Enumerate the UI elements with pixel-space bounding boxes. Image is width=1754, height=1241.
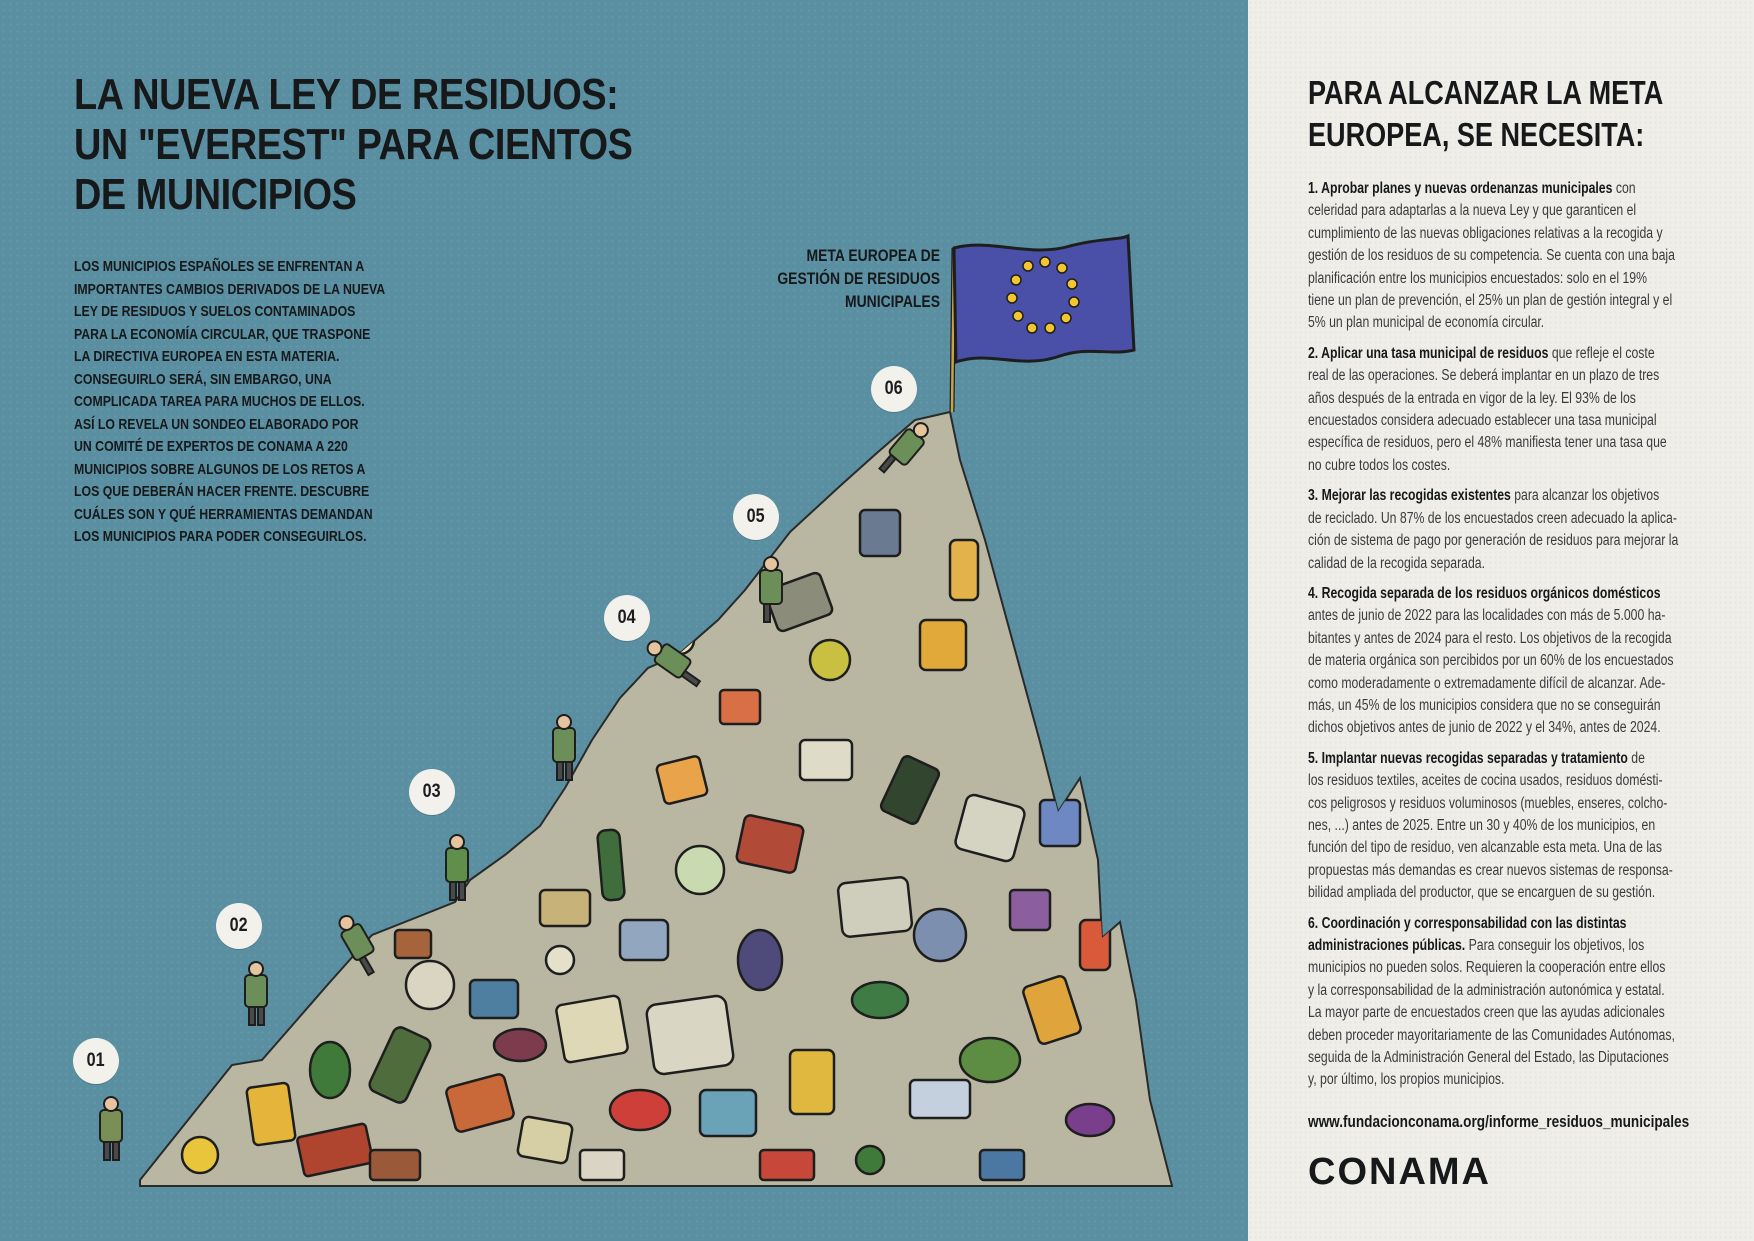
requirement-line (1308, 553, 1624, 575)
requirement-item (1308, 748, 1708, 905)
requirement-line (1308, 628, 1672, 650)
requirement-line (1308, 508, 1677, 530)
requirement-heading: 1. Aprobar planes y nuevas ordenanzas municipales (1308, 180, 1613, 197)
flag-label-line: META EUROPEA DE (806, 246, 940, 265)
requirements-list (1308, 178, 1708, 1100)
requirement-line (1308, 935, 1645, 957)
requirement-line (1308, 748, 1645, 770)
intro-line: UN COMITÉ DE EXPERTOS DE CONAMA A 220 (74, 438, 348, 455)
requirement-item (1308, 485, 1708, 575)
requirement-line (1308, 388, 1636, 410)
requirement-line (1308, 882, 1656, 904)
requirement-text: tiene un plan de prevención, el 25% un plan de gestión integral y el (1308, 292, 1673, 310)
conama-logo: CONAMA (1308, 1151, 1491, 1193)
intro-line: LA DIRECTIVA EUROPEA EN ESTA MATERIA. (74, 348, 340, 365)
intro-line: LOS MUNICIPIOS PARA PODER CONSEGUIRLOS. (74, 528, 367, 545)
requirement-text: calidad de la recogida separada. (1308, 554, 1485, 572)
requirement-item (1308, 343, 1708, 477)
intro-line: LEY DE RESIDUOS Y SUELOS CONTAMINADOS (74, 303, 356, 320)
requirement-line (1308, 312, 1624, 334)
requirement-text: municipios no pueden solos. Requieren la cooperación entre ellos (1308, 959, 1666, 977)
intro-line: LOS MUNICIPIOS ESPAÑOLES SE ENFRENTAN A (74, 258, 365, 275)
requirement-line (1308, 530, 1679, 552)
requirement-heading: 5. Implantar nuevas recogidas separadas y tratamiento (1308, 749, 1628, 767)
requirement-text: función del tipo de residuo, ven alcanzable esta meta. Una de las (1308, 839, 1662, 857)
requirement-line (1308, 793, 1668, 815)
intro-line: PARA LA ECONOMÍA CIRCULAR, QUE TRASPONE (74, 325, 371, 343)
requirement-text: de reciclado. Un 87% de los encuestados creen adecuado la aplica- (1308, 509, 1677, 527)
step-badge-02: 02 (216, 903, 262, 949)
requirement-line (1308, 1069, 1624, 1091)
requirement-text: cos peligrosos y residuos voluminosos (muebles, enseres, colcho- (1308, 794, 1668, 812)
requirement-text: bitantes y antes de 2024 para el resto. Los objetivos de la recogida (1308, 629, 1672, 647)
requirement-line (1308, 178, 1636, 200)
requirement-text: y la corresponsabilidad de la administración autonómica y estatal. (1308, 981, 1665, 999)
main-title-line: LA NUEVA LEY DE RESIDUOS: (74, 70, 619, 119)
requirement-heading: 2. Aplicar una tasa municipal de residuos (1308, 344, 1549, 362)
intro-line: ASÍ LO REVELA UN SONDEO ELABORADO POR (74, 415, 359, 433)
intro-line: COMPLICADA TAREA PARA MUCHOS DE ELLOS. (74, 393, 365, 410)
requirement-text: no cubre todos los costes. (1308, 456, 1451, 474)
requirement-text: cumplimiento de las nuevas obligaciones relativas a la recogida y (1308, 224, 1663, 242)
requirement-line (1308, 365, 1660, 387)
requirements-title-line: PARA ALCANZAR LA META (1308, 74, 1664, 111)
main-title-line: UN "EVEREST" PARA CIENTOS (74, 120, 633, 169)
step-badge-04: 04 (604, 595, 650, 641)
flag-label-line: GESTIÓN DE RESIDUOS (777, 269, 940, 288)
requirement-text: ción de sistema de pago por generación de residuos para mejorar la (1308, 532, 1679, 550)
requirement-heading: 4. Recogida separada de los residuos orgánicos domésticos (1308, 584, 1661, 602)
requirement-text: más, un 45% de los municipios considera que no se conseguirán (1308, 696, 1661, 714)
requirement-line (1308, 815, 1656, 837)
requirement-line (1308, 1025, 1675, 1047)
eu-flag (954, 236, 1134, 362)
requirement-text: y, por último, los propios municipios. (1308, 1071, 1505, 1089)
flag-label-line: MUNICIPALES (844, 292, 940, 311)
requirement-text: Para conseguir los objetivos, los (1465, 937, 1645, 954)
requirement-line (1308, 583, 1661, 605)
requirement-line (1308, 290, 1673, 312)
requirement-text: deben proceder mayoritariamente de las Comunidades Autónomas, (1308, 1026, 1675, 1044)
requirement-line (1308, 432, 1667, 454)
requirement-line (1308, 1002, 1665, 1024)
requirement-text: para alcanzar los objetivos (1510, 487, 1660, 505)
requirement-line (1308, 1047, 1669, 1069)
requirement-item (1308, 913, 1708, 1092)
step-badge-06: 06 (871, 366, 917, 412)
requirement-line (1308, 223, 1663, 245)
requirement-text: específica de residuos, pero el 48% manifiesta tener una tasa que (1308, 434, 1667, 452)
requirement-text: seguida de la Administración General del Estado, las Diputaciones (1308, 1049, 1669, 1067)
requirements-title-line: EUROPEA, SE NECESITA: (1308, 116, 1645, 153)
requirement-item (1308, 178, 1708, 335)
requirements-title (1308, 72, 1664, 156)
flag-label (766, 244, 940, 313)
requirement-line (1308, 485, 1660, 507)
requirement-line (1308, 913, 1627, 935)
requirement-heading: 6. Coordinación y corresponsabilidad con las distintas (1308, 914, 1627, 932)
requirement-line (1308, 200, 1637, 222)
requirement-text: los residuos textiles, aceites de cocina usados, residuos domésti- (1308, 772, 1663, 790)
requirement-text: de materia orgánica son percibidos por un 60% de los encuestados (1308, 652, 1674, 670)
requirement-heading: administraciones públicas. (1308, 937, 1466, 954)
requirement-text: encuestados considera adecuado establecer una tasa municipal (1308, 412, 1657, 430)
requirement-text: antes de junio de 2022 para las localidades con más de 5.000 ha- (1308, 607, 1666, 625)
main-title-line: DE MUNICIPIOS (74, 170, 357, 219)
requirement-heading: 3. Mejorar las recogidas existentes (1308, 487, 1511, 505)
intro-line: MUNICIPIOS SOBRE ALGUNOS DE LOS RETOS A (74, 460, 366, 478)
requirement-text: de (1627, 749, 1645, 767)
requirement-text: planificación entre los municipios encuestados: solo en el 19% (1308, 269, 1647, 287)
requirement-text: propuestas más demandas es crear nuevos sistemas de responsa- (1308, 861, 1673, 879)
requirement-line (1308, 245, 1675, 267)
intro-line: LOS QUE DEBERÁN HACER FRENTE. DESCUBRE (74, 483, 370, 500)
requirement-line (1308, 980, 1665, 1002)
requirement-line (1308, 650, 1674, 672)
requirement-line (1308, 268, 1647, 290)
requirement-text: como moderadamente o extremadamente difícil de alcanzar. Ade- (1308, 674, 1666, 692)
requirement-text: La mayor parte de encuestados creen que las ayudas adicionales (1308, 1004, 1665, 1022)
requirement-line (1308, 343, 1655, 365)
step-badge-01: 01 (73, 1038, 119, 1084)
requirement-line (1308, 455, 1624, 477)
requirement-line (1308, 605, 1666, 627)
requirement-line (1308, 860, 1673, 882)
requirement-text: gestión de los residuos de su competencia. Se cuenta con una baja (1308, 247, 1675, 265)
intro-line: IMPORTANTES CAMBIOS DERIVADOS DE LA NUEVA (74, 280, 386, 298)
requirement-text: que refleje el coste (1548, 344, 1655, 362)
requirement-line (1308, 410, 1657, 432)
requirement-text: nes, ...) antes de 2025. Entre un 30 y 40% de los municipios, en (1308, 816, 1656, 834)
requirement-line (1308, 770, 1663, 792)
intro-line: CUÁLES SON Y QUÉ HERRAMIENTAS DEMANDAN (74, 505, 373, 523)
requirement-text: celeridad para adaptarlas a la nueva Ley y que garanticen el (1308, 202, 1637, 220)
requirement-line (1308, 695, 1661, 717)
requirement-item (1308, 583, 1708, 740)
requirement-line (1308, 837, 1662, 859)
step-badge-05: 05 (733, 494, 779, 540)
requirement-text: años después de la entrada en vigor de la ley. El 93% de los (1308, 389, 1636, 407)
requirement-text: 5% un plan municipal de economía circular. (1308, 314, 1545, 332)
requirement-text: con (1612, 180, 1636, 197)
intro-line: CONSEGUIRLO SERÁ, SIN EMBARGO, UNA (74, 370, 332, 388)
requirement-line (1308, 673, 1666, 695)
requirement-line (1308, 717, 1661, 739)
requirement-text: bilidad ampliada del productor, que se encarguen de su gestión. (1308, 884, 1656, 902)
requirement-line (1308, 957, 1666, 979)
step-badge-03: 03 (409, 769, 455, 815)
requirement-text: dichos objetivos antes de junio de 2022 y el 34%, antes de 2024. (1308, 719, 1661, 737)
requirement-text: real de las operaciones. Se deberá implantar en un plazo de tres (1308, 367, 1660, 385)
website-url: www.fundacionconama.org/informe_residuos_municipales (1308, 1112, 1690, 1131)
